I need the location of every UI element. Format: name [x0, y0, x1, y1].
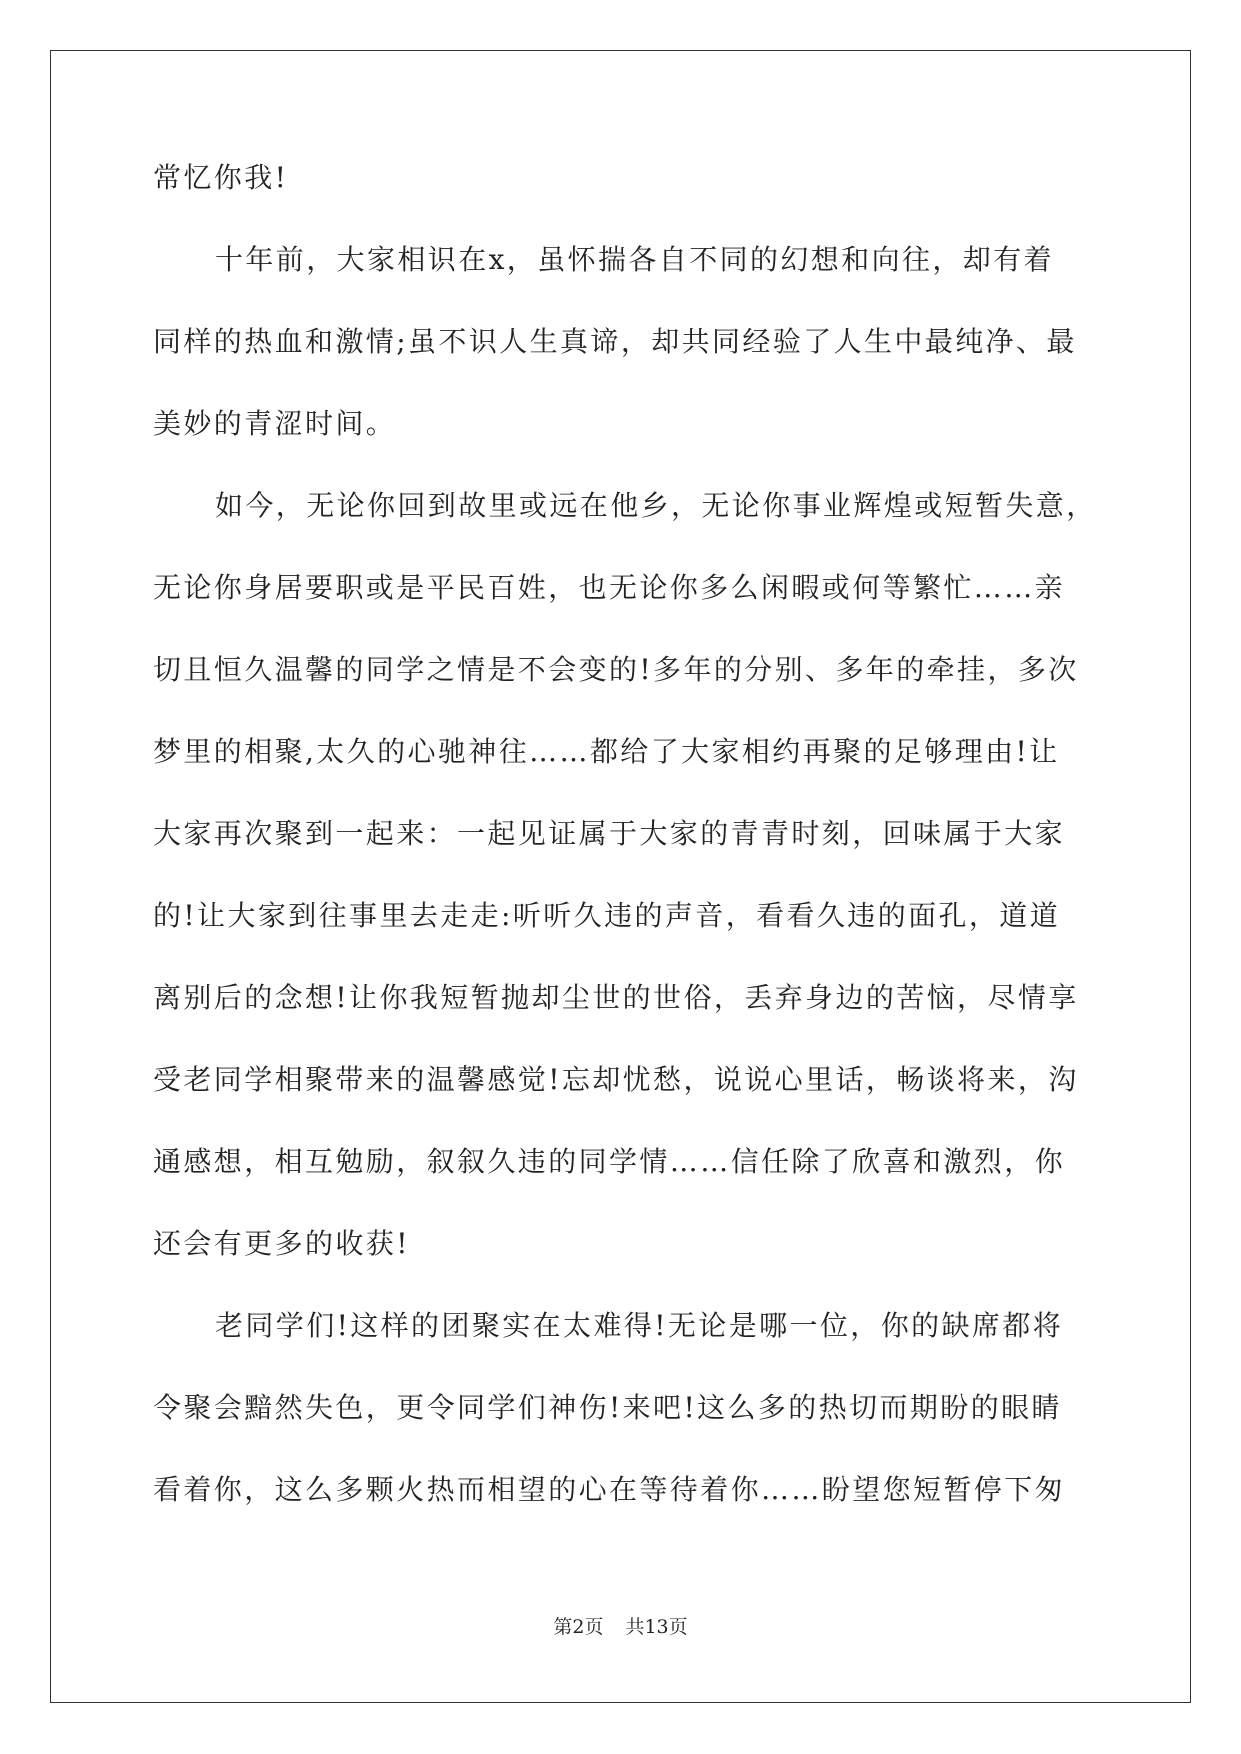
- text-line: 令聚会黯然失色，更令同学们神伤!来吧!这么多的热切而期盼的眼睛: [153, 1391, 1062, 1424]
- page-number: 第2页: [553, 1616, 604, 1638]
- text-line: 如今，无论你回到故里或远在他乡，无论你事业辉煌或短暂失意，: [215, 489, 1097, 522]
- text-line: 梦里的相聚,太久的心驰神往……都给了大家相约再聚的足够理由!让: [153, 735, 1060, 768]
- text-line: 无论你身居要职或是平民百姓，也无论你多么闲暇或何等繁忙……亲: [153, 571, 1066, 604]
- text-line: 十年前，大家相识在x，虽怀揣各自不同的幻想和向往，却有着: [215, 243, 1054, 276]
- text-line: 同样的热血和激情;虽不识人生真谛，却共同经验了人生中最纯净、最: [153, 325, 1077, 358]
- text-line: 老同学们!这样的团聚实在太难得!无论是哪一位，你的缺席都将: [215, 1309, 1064, 1342]
- document-body: [153, 150, 1097, 1544]
- text-line: 美妙的青涩时间。: [153, 407, 397, 440]
- page-total: 共13页: [625, 1616, 688, 1638]
- text-line: 大家再次聚到一起来：一起见证属于大家的青青时刻，回味属于大家: [153, 817, 1066, 850]
- text-line: 通感想，相互勉励，叙叙久违的同学情……信任除了欣喜和激烈，你: [153, 1145, 1066, 1178]
- text-line: 还会有更多的收获!: [153, 1227, 410, 1260]
- page-footer: [0, 1612, 1241, 1639]
- text-line: 切且恒久温馨的同学之情是不会变的!多年的分别、多年的牵挂，多次: [153, 653, 1079, 686]
- text-line: 离别后的念想!让你我短暂抛却尘世的世俗，丢弃身边的苦恼，尽情享: [153, 981, 1079, 1014]
- text-line: 常忆你我!: [153, 161, 289, 194]
- text-line: 的!让大家到往事里去走走:听听久违的声音，看看久违的面孔，道道: [153, 899, 1061, 932]
- text-line: 看着你，这么多颗火热而相望的心在等待着你……盼望您短暂停下匆: [153, 1473, 1066, 1506]
- text-line: 受老同学相聚带来的温馨感觉!忘却忧愁，说说心里话，畅谈将来，沟: [153, 1063, 1079, 1096]
